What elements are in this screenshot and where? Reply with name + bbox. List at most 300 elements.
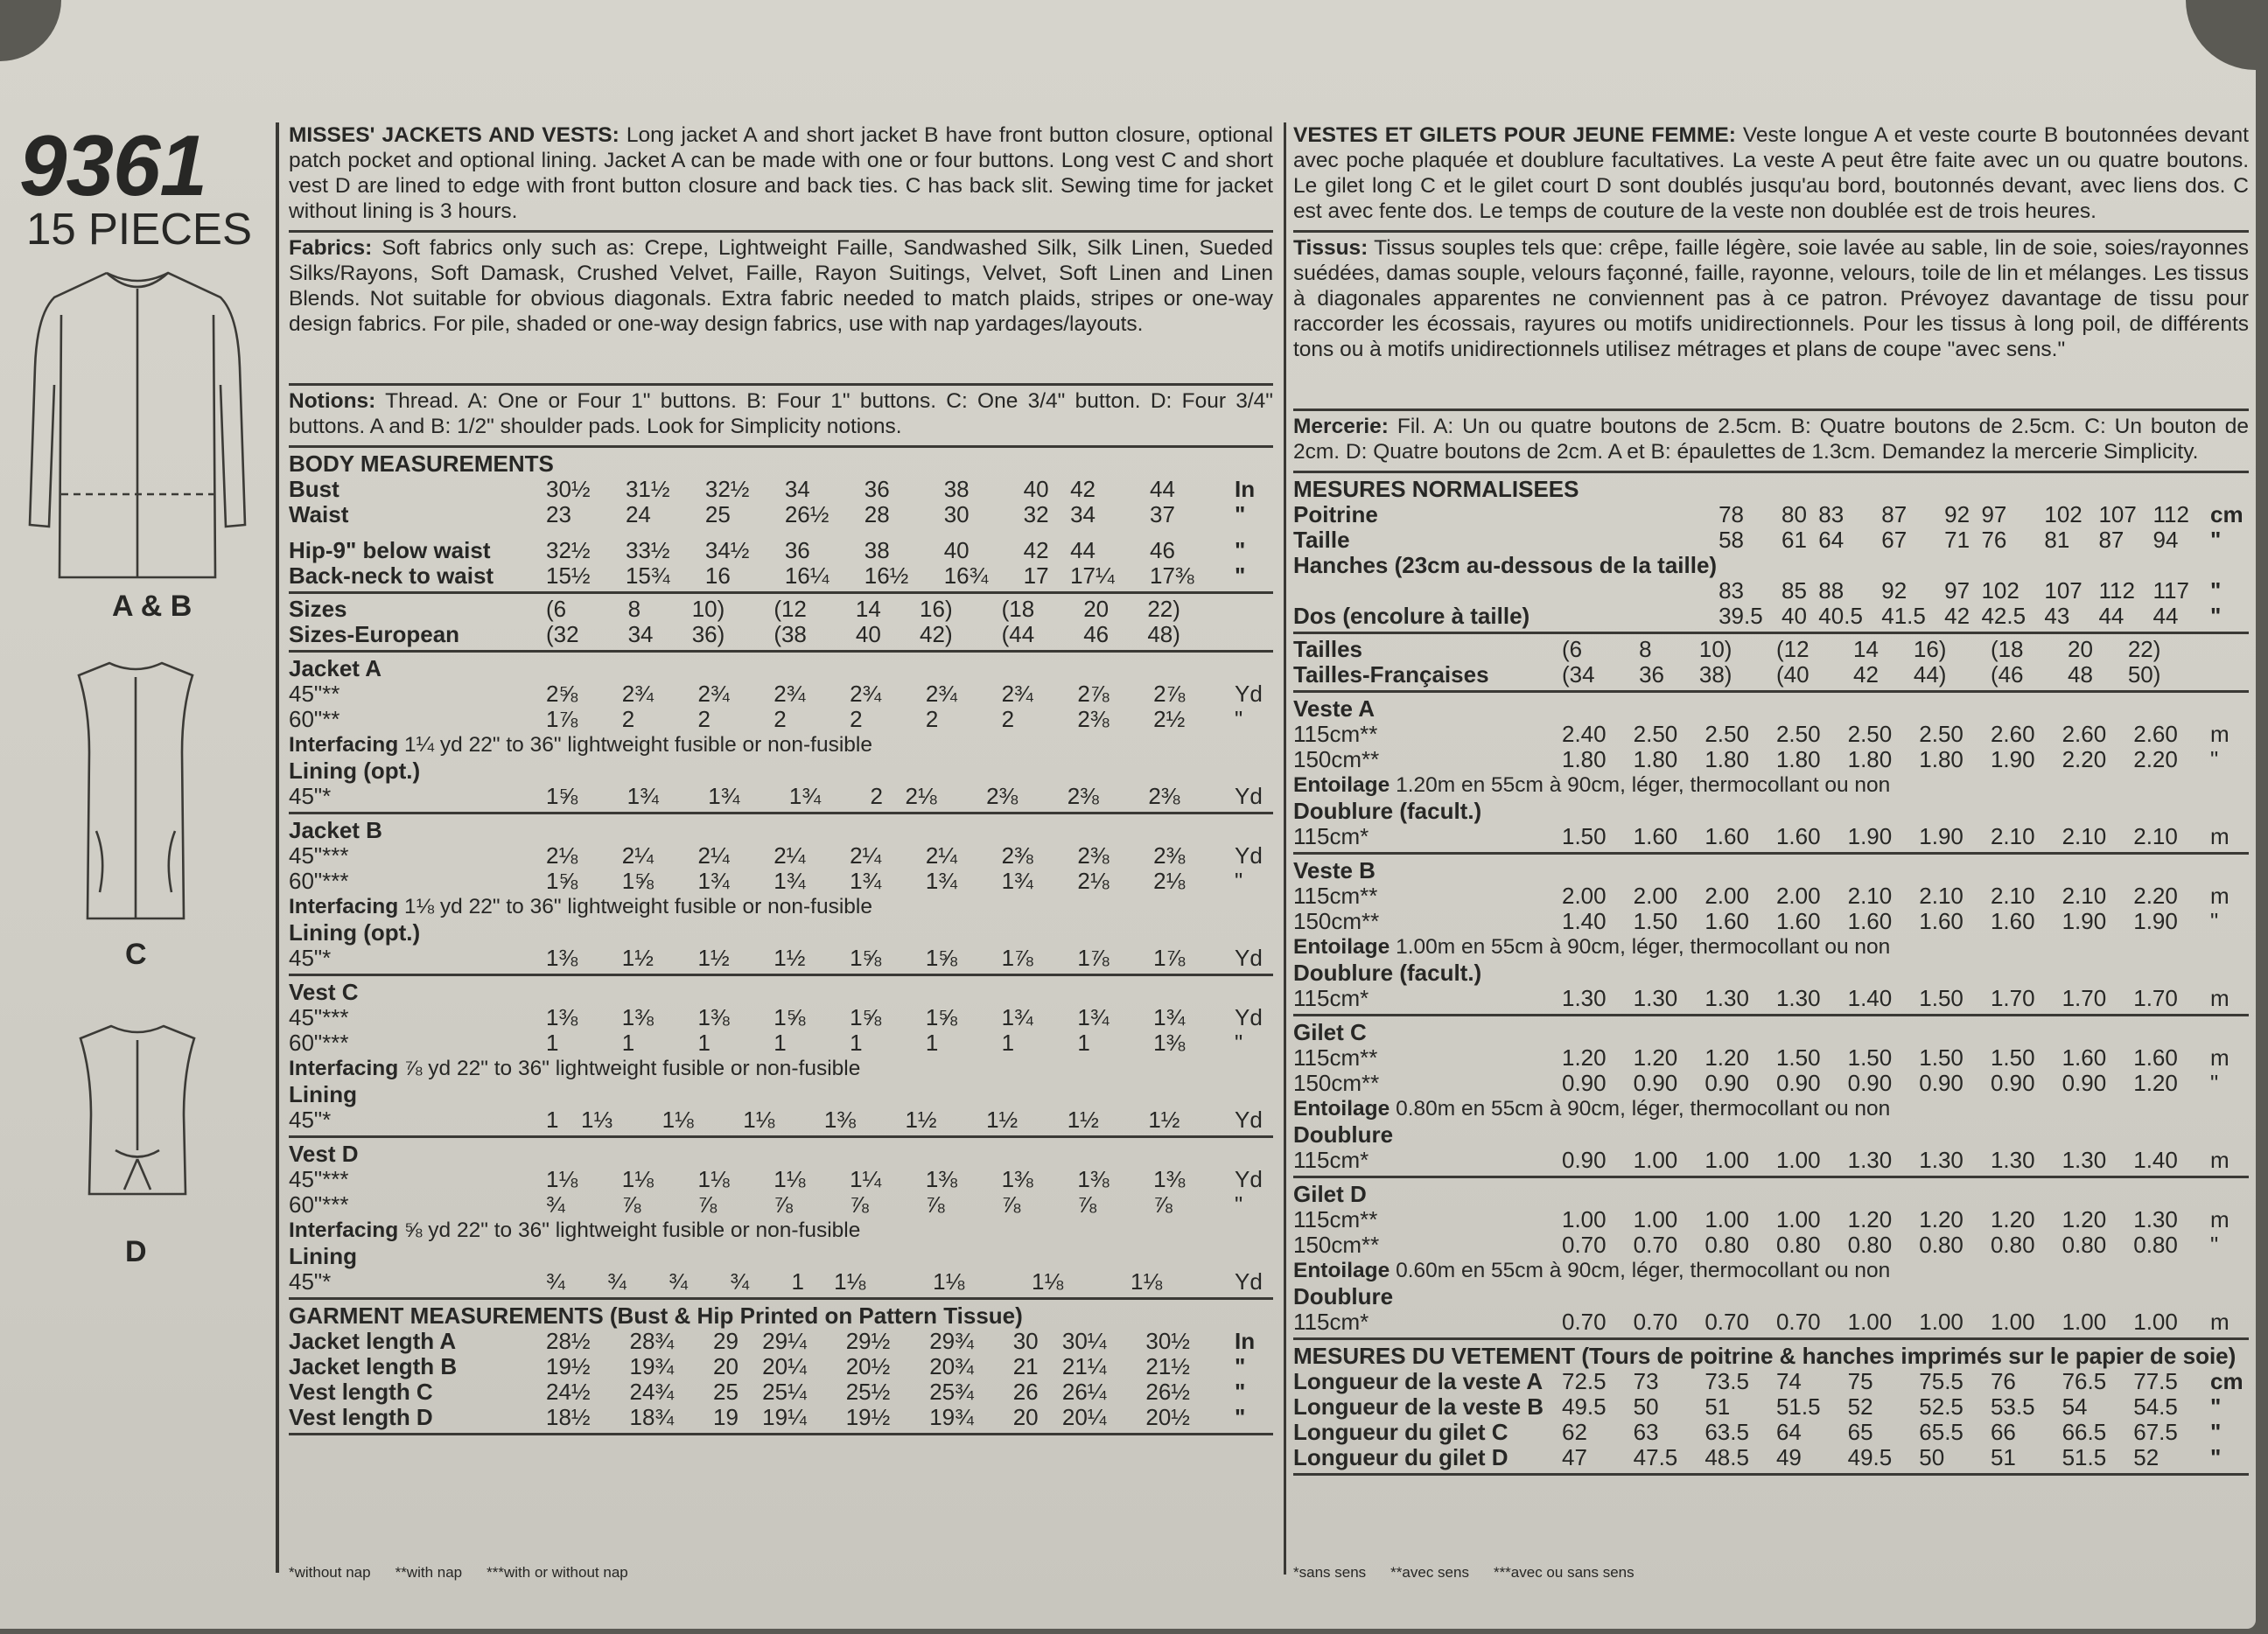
fr-unit: " xyxy=(2210,1393,2222,1420)
en-size-value: 1⅜ xyxy=(546,945,578,971)
en-size-value: 2⅜ xyxy=(1153,842,1186,869)
en-garment-title: GARMENT MEASUREMENTS (Bust & Hip Printed on Pattern Tissue) xyxy=(289,1302,1023,1329)
fr-size-value: 52 xyxy=(1847,1393,1873,1420)
en-row-label: 45"* xyxy=(289,1268,332,1295)
fr-size-value: 2.10 xyxy=(1919,883,1964,909)
fr-size-value: 1.00 xyxy=(1633,1206,1678,1232)
en-size-value: 1⅛ xyxy=(546,1166,578,1192)
fr-size-value xyxy=(1880,553,1942,578)
en-size-value: 32½ xyxy=(546,537,591,563)
fr-size-value: 48 xyxy=(2068,661,2093,688)
en-size-value: 20½ xyxy=(845,1353,891,1379)
en-row-label: 45"* xyxy=(289,1107,332,1133)
en-row-label: 60"** xyxy=(289,706,340,732)
en-size-value: (32 xyxy=(546,621,579,647)
fr-size-value: 10) xyxy=(1698,636,1732,662)
fr-size-value: 38) xyxy=(1698,661,1732,688)
view-label-c: C xyxy=(125,938,147,971)
en-row-label: Waist xyxy=(289,501,349,527)
fr-rule xyxy=(1293,632,2249,634)
en-unit: Yd xyxy=(1235,681,1263,707)
fr-size-value: (34 xyxy=(1562,661,1595,688)
en-size-value: 25¾ xyxy=(929,1379,974,1405)
en-table-row xyxy=(289,1329,1273,1354)
fr-size-value: 1.00 xyxy=(1704,1147,1749,1173)
en-size-value: 28 xyxy=(864,501,890,527)
en-size-value: 37 xyxy=(1150,501,1175,527)
en-size-value: 1 xyxy=(621,1030,635,1056)
fr-size-value: 1.20 xyxy=(1919,1206,1964,1232)
en-interfacing-note xyxy=(289,1218,1273,1243)
vest-d-drawing xyxy=(63,1019,212,1212)
fr-size-value: (46 xyxy=(1990,661,2024,688)
en-size-value: 44 xyxy=(1070,537,1096,563)
fr-interfacing-text: 1.00m en 55cm à 90cm, léger, thermocollant ou non xyxy=(1390,935,1891,959)
fr-unit: " xyxy=(2210,577,2222,604)
fr-size-value: 2.60 xyxy=(2133,721,2178,747)
fr-size-value: 0.80 xyxy=(2062,1232,2107,1258)
fr-intro-text: Fil. A: Un ou quatre boutons de 2.5cm. B: Quatre boutons de 2.5cm. C: Un bouton de 2cm. D: Quatre boutons de 2cm. A et B: épaulettes de 1.3cm. Demandez la mercerie Simplicity. xyxy=(1293,415,2249,464)
fr-size-value: 1.40 xyxy=(1847,985,1893,1011)
en-row-label: 60"*** xyxy=(289,868,349,894)
fr-unit: " xyxy=(2210,1232,2219,1258)
en-size-value: 34 xyxy=(627,621,654,647)
fr-size-value: 66.5 xyxy=(2062,1419,2107,1445)
fr-size-value: 48.5 xyxy=(1704,1444,1749,1470)
en-row-label: 45"* xyxy=(289,783,332,809)
en-unit: Yd xyxy=(1235,783,1263,809)
en-intro-paragraph xyxy=(289,235,1273,340)
fr-size-value: 1.20 xyxy=(1562,1044,1606,1071)
en-rule xyxy=(289,383,1273,386)
en-size-value: 15½ xyxy=(546,562,591,589)
fr-size-value: 1.50 xyxy=(1847,1044,1893,1071)
fr-size-value: 54 xyxy=(2062,1393,2088,1420)
view-sidebar xyxy=(0,0,276,1629)
en-size-value: 34 xyxy=(784,476,810,502)
en-table-row xyxy=(289,1354,1273,1379)
en-interfacing-lead: Interfacing xyxy=(289,895,399,918)
en-size-value: ⅞ xyxy=(925,1191,945,1218)
en-size-value: 21½ xyxy=(1145,1353,1190,1379)
en-size-value: 34½ xyxy=(704,537,750,563)
fr-size-value: 2.20 xyxy=(2133,746,2178,772)
en-size-value: 24¾ xyxy=(629,1379,675,1405)
en-table-row xyxy=(289,707,1273,732)
en-size-value: 44 xyxy=(1150,476,1175,502)
fr-rule xyxy=(1293,1473,2249,1476)
fr-table-row xyxy=(1293,909,2249,934)
en-size-value: 21 xyxy=(1012,1353,1039,1379)
en-unit: " xyxy=(1235,562,1246,589)
fr-size-value: 78 xyxy=(1718,501,1744,527)
fr-row-label: 115cm** xyxy=(1293,1044,1378,1071)
en-table-row xyxy=(289,843,1273,869)
en-intro-text: Long jacket A and short jacket B have front button closure, optional patch pocket and optional lining. Jacket A can be made with one or four buttons. Long vest C and short vest D are lined to edge with front button closure and back ties. C has back slit. Sewing time for jacket without lining is 3 hours. xyxy=(289,123,1273,223)
fr-size-value: 65 xyxy=(1847,1419,1873,1445)
en-unit xyxy=(1228,622,1273,647)
fr-size-value: 1.00 xyxy=(2133,1309,2178,1335)
en-size-value: 23 xyxy=(546,501,571,527)
fr-size-value: 52 xyxy=(2133,1444,2160,1470)
fr-size-value: 83 xyxy=(1718,577,1744,604)
en-size-value: 2½ xyxy=(1153,706,1186,732)
fr-size-value: 76 xyxy=(1981,527,2007,553)
en-size-value: 40 xyxy=(943,537,970,563)
en-size-value: 2⅝ xyxy=(546,681,578,707)
fr-unit: cm xyxy=(2210,501,2244,527)
en-row-label: 45"*** xyxy=(289,842,349,869)
en-unit: Yd xyxy=(1235,1107,1263,1133)
en-lining-table xyxy=(289,946,1273,971)
en-size-value: 17⅜ xyxy=(1150,562,1194,589)
fr-size-value: 50 xyxy=(1919,1444,1945,1470)
fr-size-value: 1.20 xyxy=(1990,1206,2035,1232)
fr-lining-table xyxy=(1293,1309,2249,1335)
fr-unit: m xyxy=(2210,823,2230,849)
en-size-value: 42) xyxy=(920,621,953,647)
en-row-label: Sizes-European xyxy=(289,621,460,647)
en-table-row xyxy=(289,597,1273,622)
fr-size-value: 39.5 xyxy=(1718,603,1763,629)
fr-size-value: 1.60 xyxy=(1775,908,1821,934)
fr-size-value: 52.5 xyxy=(1919,1393,1964,1420)
fr-size-value: 44 xyxy=(2098,603,2124,629)
en-unit: In xyxy=(1235,476,1256,502)
fr-size-value: 1.60 xyxy=(1633,823,1678,849)
fr-sizes-table xyxy=(1293,637,2249,688)
en-size-value: 16) xyxy=(920,596,953,622)
en-size-value: 1¾ xyxy=(708,783,740,809)
en-view-title: Jacket B xyxy=(289,817,382,843)
en-table-row xyxy=(289,1167,1273,1192)
en-unit: " xyxy=(1235,1191,1243,1218)
fr-size-value: 1.50 xyxy=(1919,1044,1964,1071)
en-table-row xyxy=(289,784,1273,809)
en-size-value: 48) xyxy=(1147,621,1180,647)
en-size-value: 25 xyxy=(704,501,731,527)
fr-row-label: 115cm* xyxy=(1293,823,1369,849)
fr-size-value: 75 xyxy=(1847,1368,1873,1394)
fr-size-value: 0.70 xyxy=(1633,1232,1678,1258)
en-interfacing-text: 1¼ yd 22" to 36" lightweight fusible or non-fusible xyxy=(398,733,873,757)
fr-size-value: 1.50 xyxy=(1562,823,1606,849)
en-size-value: ⅞ xyxy=(697,1191,718,1218)
fr-unit xyxy=(2203,662,2249,688)
en-size-value: 1⅝ xyxy=(546,783,578,809)
en-size-value: 19¾ xyxy=(929,1404,974,1430)
en-size-value: 30½ xyxy=(1145,1328,1190,1354)
fr-table-row xyxy=(1293,824,2249,849)
en-size-value: 36 xyxy=(784,537,810,563)
en-size-value: 19½ xyxy=(845,1404,891,1430)
en-size-value: 1⅛ xyxy=(662,1107,694,1133)
fr-size-value: 0.90 xyxy=(1562,1147,1606,1173)
en-size-value: 1¾ xyxy=(1153,1004,1186,1030)
fr-lining-table xyxy=(1293,986,2249,1011)
en-lining-title: Lining xyxy=(289,1243,357,1269)
en-size-value: 17 xyxy=(1023,562,1049,589)
en-size-value: ⅞ xyxy=(1153,1191,1172,1218)
en-row-label: Hip-9" below waist xyxy=(289,537,491,563)
fr-size-value: 1.20 xyxy=(1704,1044,1749,1071)
en-body-title: BODY MEASUREMENTS xyxy=(289,450,554,477)
fr-lining-title: Doublure xyxy=(1293,1283,1394,1309)
fr-row-label: 150cm** xyxy=(1293,1070,1380,1096)
fr-size-value: 92 xyxy=(1881,577,1908,604)
en-sizes-table xyxy=(289,597,1273,647)
fr-size-value: 2.20 xyxy=(2133,883,2178,909)
fr-size-value: 2.20 xyxy=(2062,746,2107,772)
fr-table-row xyxy=(1293,747,2249,772)
en-table-row xyxy=(289,1269,1273,1295)
en-size-value: 1 xyxy=(546,1107,559,1133)
en-garment-table xyxy=(289,1329,1273,1430)
en-size-value: 8 xyxy=(627,596,641,622)
fr-intro-lead: Tissus: xyxy=(1293,236,1368,260)
fr-size-value: 8 xyxy=(1639,636,1652,662)
fr-size-value: 1.60 xyxy=(1775,823,1821,849)
en-size-value: 1 xyxy=(1001,1030,1015,1056)
fr-size-value: 81 xyxy=(2044,527,2070,553)
fr-table-row xyxy=(1293,578,2249,604)
fr-rule xyxy=(1293,852,2249,855)
fr-size-value: 47.5 xyxy=(1633,1444,1678,1470)
en-size-value: (18 xyxy=(1001,596,1035,622)
fr-size-value: 0.70 xyxy=(1562,1309,1606,1335)
en-row-label: Bust xyxy=(289,476,340,502)
en-size-value: 2¾ xyxy=(621,681,654,707)
en-footnote: **with nap xyxy=(395,1564,463,1581)
fr-size-value: 0.70 xyxy=(1633,1309,1678,1335)
en-table-row xyxy=(289,681,1273,707)
fr-unit: " xyxy=(2210,603,2222,629)
en-size-value: 26 xyxy=(1012,1379,1039,1405)
fr-table-row xyxy=(1293,637,2249,662)
en-size-value: 2⅞ xyxy=(1077,681,1110,707)
en-view-title: Vest D xyxy=(289,1141,359,1167)
fr-size-value: 54.5 xyxy=(2133,1393,2178,1420)
fr-row-label: 150cm** xyxy=(1293,746,1380,772)
en-size-value: 1⅝ xyxy=(621,868,654,894)
en-size-value: 2¼ xyxy=(697,842,730,869)
fr-intro-paragraph xyxy=(1293,235,2249,366)
fr-size-value: 85 xyxy=(1782,577,1807,604)
en-table-row xyxy=(289,563,1273,589)
sidebar-divider xyxy=(276,122,279,1573)
fr-row-label: 115cm* xyxy=(1293,1309,1369,1335)
en-size-value: 1 xyxy=(546,1030,559,1056)
en-view-table xyxy=(289,1167,1273,1218)
fr-view-table xyxy=(1293,883,2249,934)
en-size-value: 2 xyxy=(925,706,939,732)
english-footnotes xyxy=(289,1564,653,1582)
en-rule xyxy=(289,230,1273,233)
fr-size-value: 61 xyxy=(1782,527,1807,553)
en-size-value: 1 xyxy=(774,1030,787,1056)
en-size-value: (38 xyxy=(774,621,807,647)
fr-size-value: 1.20 xyxy=(2062,1206,2107,1232)
fr-size-value: 88 xyxy=(1818,577,1844,604)
en-size-value: 26½ xyxy=(1145,1379,1190,1405)
fr-size-value: 62 xyxy=(1562,1419,1587,1445)
en-intro-paragraph xyxy=(289,122,1273,227)
fr-size-value xyxy=(1816,553,1880,578)
fr-unit: " xyxy=(2210,527,2222,553)
fr-size-value: 2.10 xyxy=(1990,883,2035,909)
en-size-value: 2¼ xyxy=(850,842,882,869)
view-label-d: D xyxy=(125,1235,147,1268)
fr-size-value: 72.5 xyxy=(1562,1368,1606,1394)
en-size-value: 21¼ xyxy=(1061,1353,1107,1379)
fr-size-value: 0.90 xyxy=(1990,1070,2035,1096)
en-row-label: 45"*** xyxy=(289,1166,349,1192)
fr-table-row xyxy=(1293,604,2249,629)
en-size-value: 30½ xyxy=(546,476,591,502)
fr-size-value: 1.60 xyxy=(2062,1044,2107,1071)
fr-size-value: 64 xyxy=(1775,1419,1802,1445)
fr-size-value: 0.70 xyxy=(1562,1232,1606,1258)
fr-table-row xyxy=(1293,662,2249,688)
en-unit: " xyxy=(1235,1404,1246,1430)
fr-size-value: 2.50 xyxy=(1704,721,1749,747)
fr-size-value: 2.60 xyxy=(1990,721,2035,747)
fr-intro-paragraph xyxy=(1293,414,2249,468)
en-size-value: 19½ xyxy=(546,1353,591,1379)
en-table-row xyxy=(289,1030,1273,1056)
fr-size-value: 1.50 xyxy=(1633,908,1678,934)
en-lining-table xyxy=(289,1107,1273,1133)
en-table-row xyxy=(289,1379,1273,1405)
fr-size-value: 1.30 xyxy=(1847,1147,1893,1173)
en-size-value: 1⅛ xyxy=(621,1166,654,1192)
en-intro-lead: Notions: xyxy=(289,389,376,413)
en-size-value: 22) xyxy=(1147,596,1180,622)
en-interfacing-text: 1⅛ yd 22" to 36" lightweight fusible or non-fusible xyxy=(398,895,873,918)
fr-row-label: 115cm** xyxy=(1293,721,1378,747)
fr-size-value: 44) xyxy=(1913,661,1947,688)
fr-size-value: 1.70 xyxy=(2062,985,2107,1011)
en-size-value: 1¾ xyxy=(697,868,730,894)
fr-row-label: 150cm** xyxy=(1293,1232,1380,1258)
fr-rule xyxy=(1293,230,2249,233)
en-size-value: 2⅜ xyxy=(1148,783,1180,809)
fr-interfacing-note xyxy=(1293,1258,2249,1283)
fr-size-value: 87 xyxy=(2098,527,2124,553)
en-size-value: 42 xyxy=(1023,537,1049,563)
en-size-value: ¾ xyxy=(607,1268,626,1295)
en-row-label: 45"** xyxy=(289,681,340,707)
en-intro-text: Soft fabrics only such as: Crepe, Lightweight Faille, Sandwashed Silk, Silk Linen, Sueded Silks/Rayons, Soft Damask, Crushed Velvet, Faille, Rayon Suitings, Velvet, Soft Linen and Linen Blends. Not suitable for obvious diagonals. Extra fabric needed to match plaids, stripes or one-way design fabrics. For pile, shaded or one-way design fabrics, use with nap yardages/layouts. xyxy=(289,236,1273,336)
fr-row-label xyxy=(1293,578,1717,604)
fr-size-value: 97 xyxy=(1981,501,2007,527)
jacket-ab-drawing xyxy=(19,262,256,595)
fr-table-row xyxy=(1293,1445,2249,1470)
en-row-label: Jacket length B xyxy=(289,1353,458,1379)
en-size-value: 1¾ xyxy=(1077,1004,1110,1030)
fr-table-row xyxy=(1293,1369,2249,1394)
en-size-value: 30¼ xyxy=(1061,1328,1107,1354)
en-interfacing-lead: Interfacing xyxy=(289,1219,399,1242)
en-table-row xyxy=(289,1005,1273,1030)
en-size-value: 1 xyxy=(697,1030,710,1056)
en-size-value: 2¾ xyxy=(774,681,806,707)
en-size-value: 1½ xyxy=(1067,1107,1099,1133)
fr-view-title: Veste B xyxy=(1293,857,1376,883)
fr-table-row xyxy=(1293,1207,2249,1232)
fr-size-value: 1.60 xyxy=(1990,908,2035,934)
fr-size-value: 1.00 xyxy=(1919,1309,1964,1335)
en-size-value: 2¼ xyxy=(621,842,654,869)
fr-size-value: 1.80 xyxy=(1704,746,1749,772)
en-intro-text: Thread. A: One or Four 1" buttons. B: Four 1" buttons. C: One 3/4" button. D: Four 3/4" buttons. A and B: 1/2" shoulder pads. Look for Simplicity notions. xyxy=(289,389,1273,438)
fr-unit xyxy=(2203,637,2249,662)
fr-size-value: 1.00 xyxy=(2062,1309,2107,1335)
fr-intro-text: Tissus souples tels que: crêpe, faille légère, soie lavée au sable, lin de soie, soies/rayonnes suédées, damas souple, velours façonné, faille, rayonne, velours, toile de lin et mélanges. Les tissus à diagonales apparentes ne conviennent pas à ce patron. Prévoyez davantage de tissu pour raccorder les écossais, rayures ou motifs unidirectionnels. Pour les tissus à long poil, de différents tons ou à motifs unidirectionnels utilisez métrages et plans de coupe "avec sens." xyxy=(1293,236,2249,361)
en-unit: " xyxy=(1235,1379,1246,1405)
en-size-value: 2 xyxy=(850,706,863,732)
en-size-value: 25 xyxy=(713,1379,738,1405)
fr-size-value: 0.80 xyxy=(1990,1232,2035,1258)
fr-size-value: 1.30 xyxy=(1562,985,1606,1011)
en-size-value: 1⅝ xyxy=(546,868,578,894)
en-row-label: 45"*** xyxy=(289,1004,349,1030)
fr-size-value: 73 xyxy=(1633,1368,1659,1394)
fr-unit: " xyxy=(2210,1419,2222,1445)
en-rule xyxy=(289,650,1273,653)
en-row-label: Vest length C xyxy=(289,1379,433,1405)
en-size-value: 2⅛ xyxy=(1153,868,1186,894)
en-size-value: 1⅝ xyxy=(850,945,882,971)
en-rule xyxy=(289,591,1273,594)
fr-intro-lead: Mercerie: xyxy=(1293,415,1389,438)
en-size-value: 1⅛ xyxy=(1032,1268,1064,1295)
fr-size-value: 71 xyxy=(1944,527,1970,553)
fr-size-value: 2.10 xyxy=(2062,823,2107,849)
en-size-value: 19¼ xyxy=(762,1404,807,1430)
fr-size-value: 0.90 xyxy=(1704,1070,1749,1096)
fr-size-value: 1.80 xyxy=(1919,746,1964,772)
fr-size-value xyxy=(2042,553,2096,578)
fr-size-value: 49.5 xyxy=(1562,1393,1606,1420)
en-size-value: 19 xyxy=(713,1404,738,1430)
english-column xyxy=(289,122,1273,1438)
fr-size-value: 42.5 xyxy=(1981,603,2026,629)
en-size-value: 1¾ xyxy=(626,783,659,809)
fr-interfacing-lead: Entoilage xyxy=(1293,1097,1390,1121)
fr-row-label: Tailles xyxy=(1293,636,1363,662)
en-size-value: 1 xyxy=(1077,1030,1090,1056)
fr-table-row xyxy=(1293,1045,2249,1071)
en-size-value: 1⅛ xyxy=(774,1166,806,1192)
fr-size-value: 112 xyxy=(2152,501,2189,527)
fr-size-value: 67 xyxy=(1881,527,1908,553)
en-view-table xyxy=(289,681,1273,732)
fr-intro-lead: VESTES ET GILETS POUR JEUNE FEMME: xyxy=(1293,123,1736,147)
en-size-value: 20¼ xyxy=(1061,1404,1107,1430)
fr-size-value: 107 xyxy=(2044,577,2082,604)
fr-table-row xyxy=(1293,527,2249,553)
fr-size-value: 80 xyxy=(1782,501,1807,527)
fr-rule xyxy=(1293,471,2249,473)
fr-size-value: 40.5 xyxy=(1818,603,1863,629)
fr-interfacing-lead: Entoilage xyxy=(1293,773,1390,797)
fr-size-value: 1.30 xyxy=(1704,985,1749,1011)
fr-unit: m xyxy=(2210,883,2230,909)
en-rule xyxy=(289,1433,1273,1435)
fr-view-table xyxy=(1293,1207,2249,1258)
fr-view-title: Veste A xyxy=(1293,695,1375,722)
